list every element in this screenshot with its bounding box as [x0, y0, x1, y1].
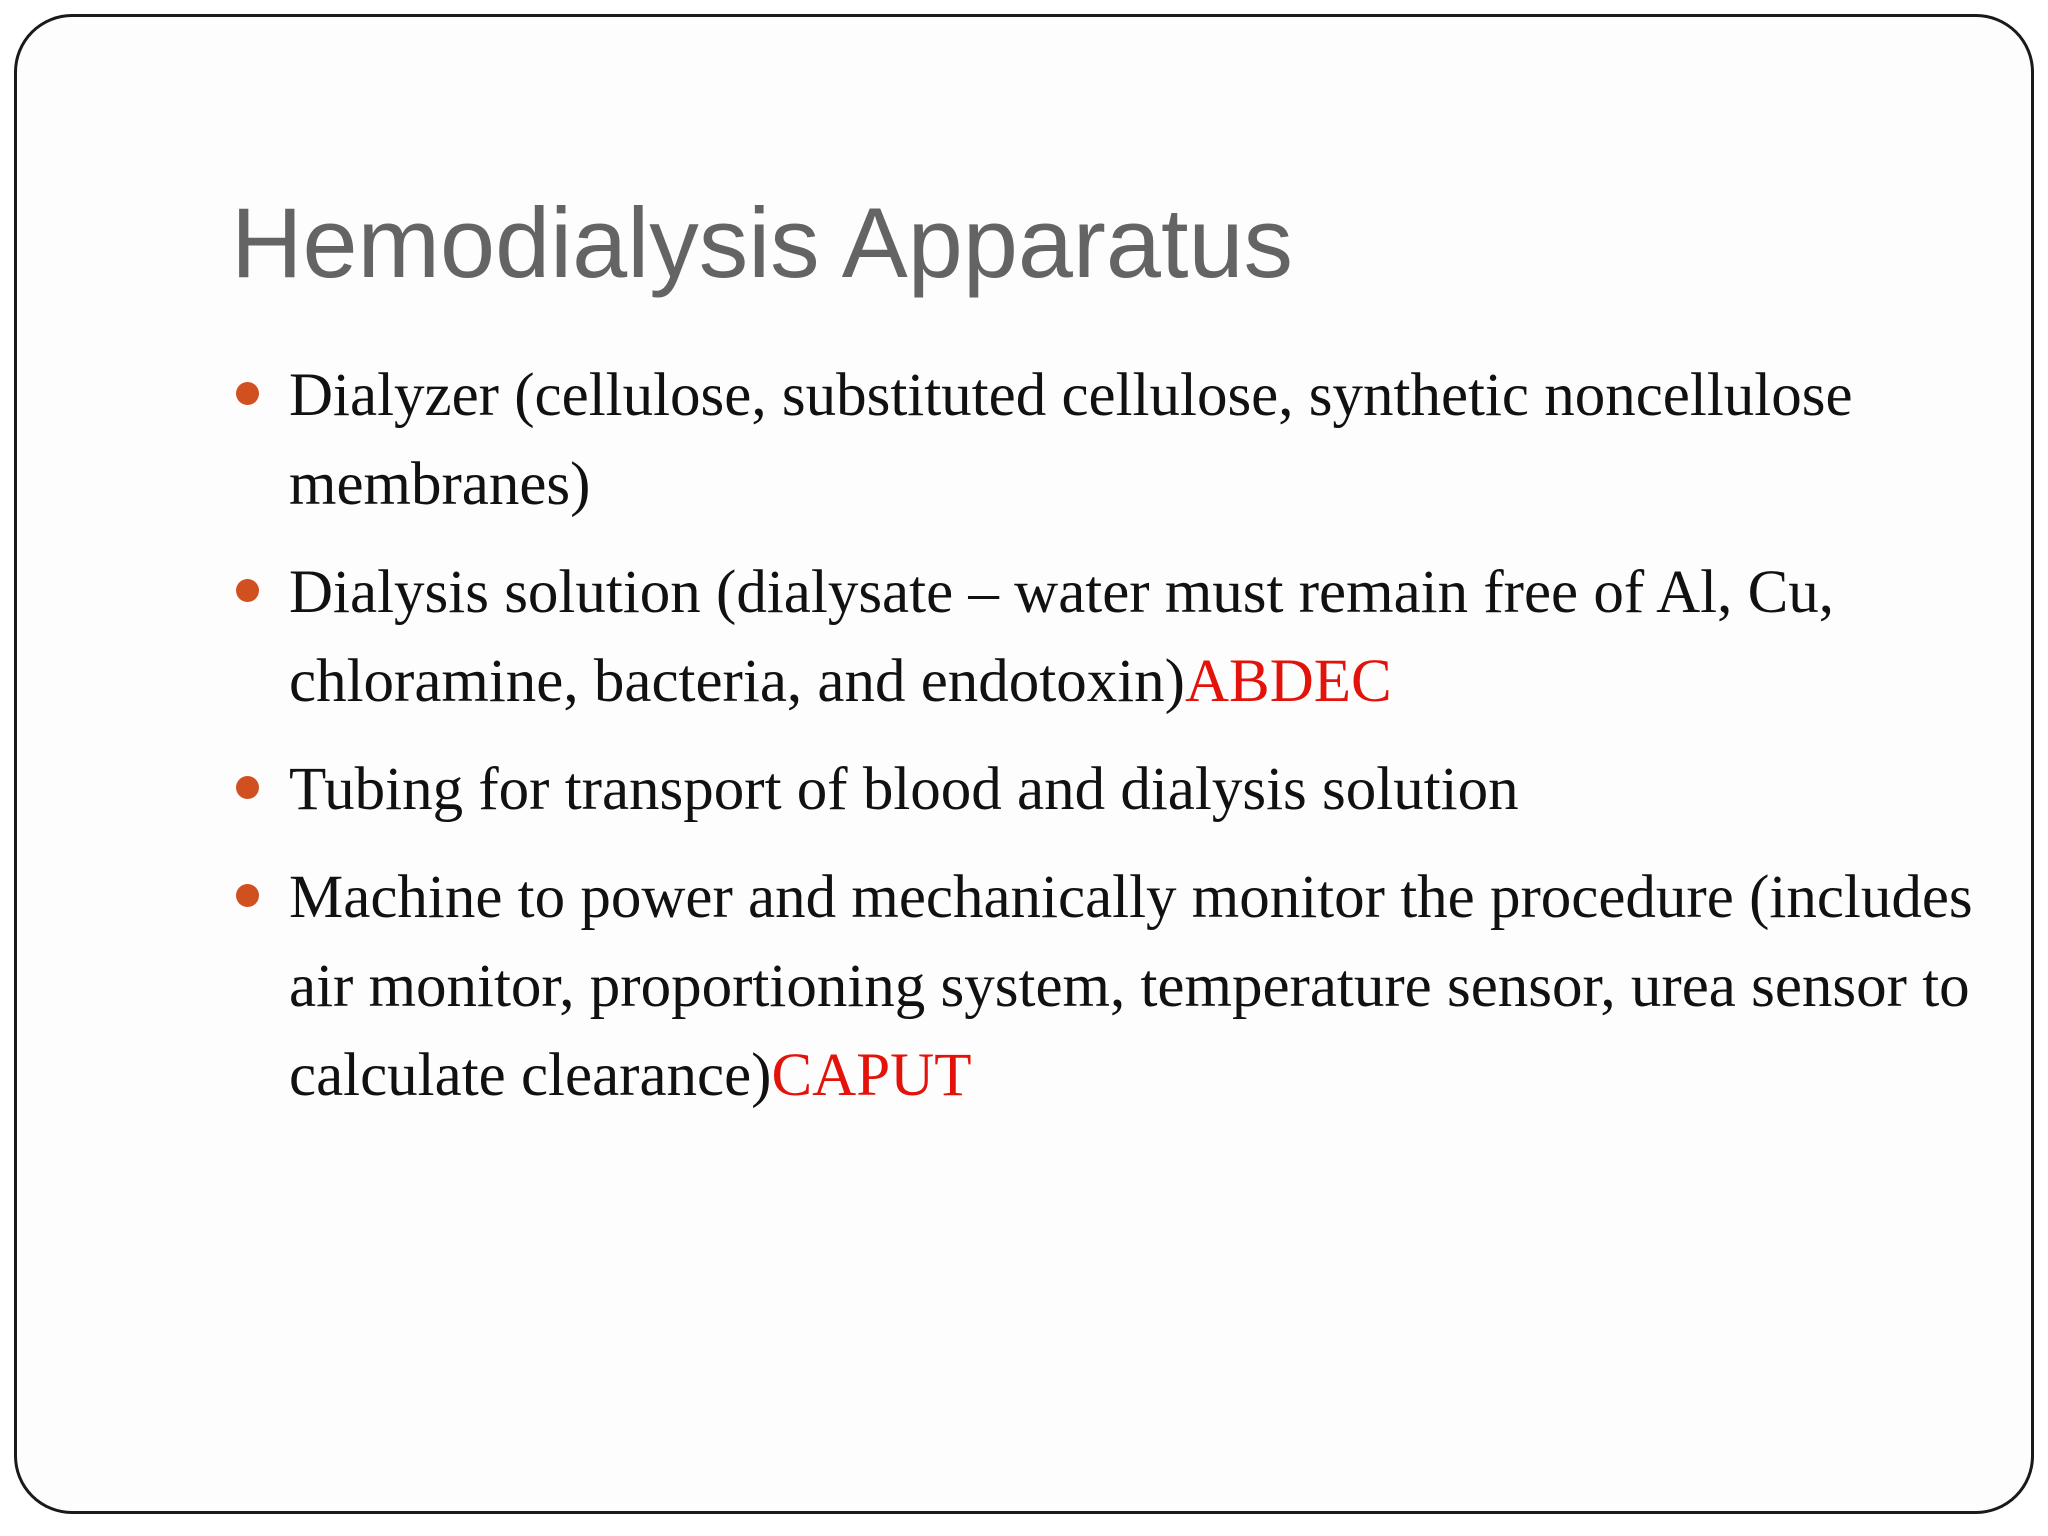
slide	[14, 14, 2034, 1514]
slide-title: Hemodialysis Apparatus	[231, 187, 1294, 298]
bullet-mnemonic: ABDEC	[1185, 648, 1392, 715]
bullet-text: Tubing for transport of blood and dialysis solution	[289, 756, 1519, 823]
bullet-mnemonic: CAPUT	[771, 1042, 972, 1109]
bullet-item-machine	[17, 853, 2017, 1120]
bullet-item-dialyzer	[17, 351, 2017, 529]
bullet-text: Machine to power and mechanically monitor the procedure (includes air monitor, proportioning system, temperature sensor, urea sensor to calculate clearance)	[289, 864, 1973, 1109]
bullet-text: Dialyzer (cellulose, substituted cellulose, synthetic noncellulose membranes)	[289, 362, 1853, 518]
bullet-dot-icon	[236, 884, 259, 907]
bullet-text: Dialysis solution (dialysate – water must remain free of Al, Cu, chloramine, bacteria, and endotoxin)	[289, 559, 1835, 715]
bullet-list	[17, 351, 2017, 1139]
bullet-dot-icon	[236, 382, 259, 405]
bullet-item-tubing	[17, 745, 2017, 834]
bullet-item-dialysis-solution	[17, 548, 2017, 726]
bullet-dot-icon	[236, 776, 259, 799]
bullet-dot-icon	[236, 579, 259, 602]
